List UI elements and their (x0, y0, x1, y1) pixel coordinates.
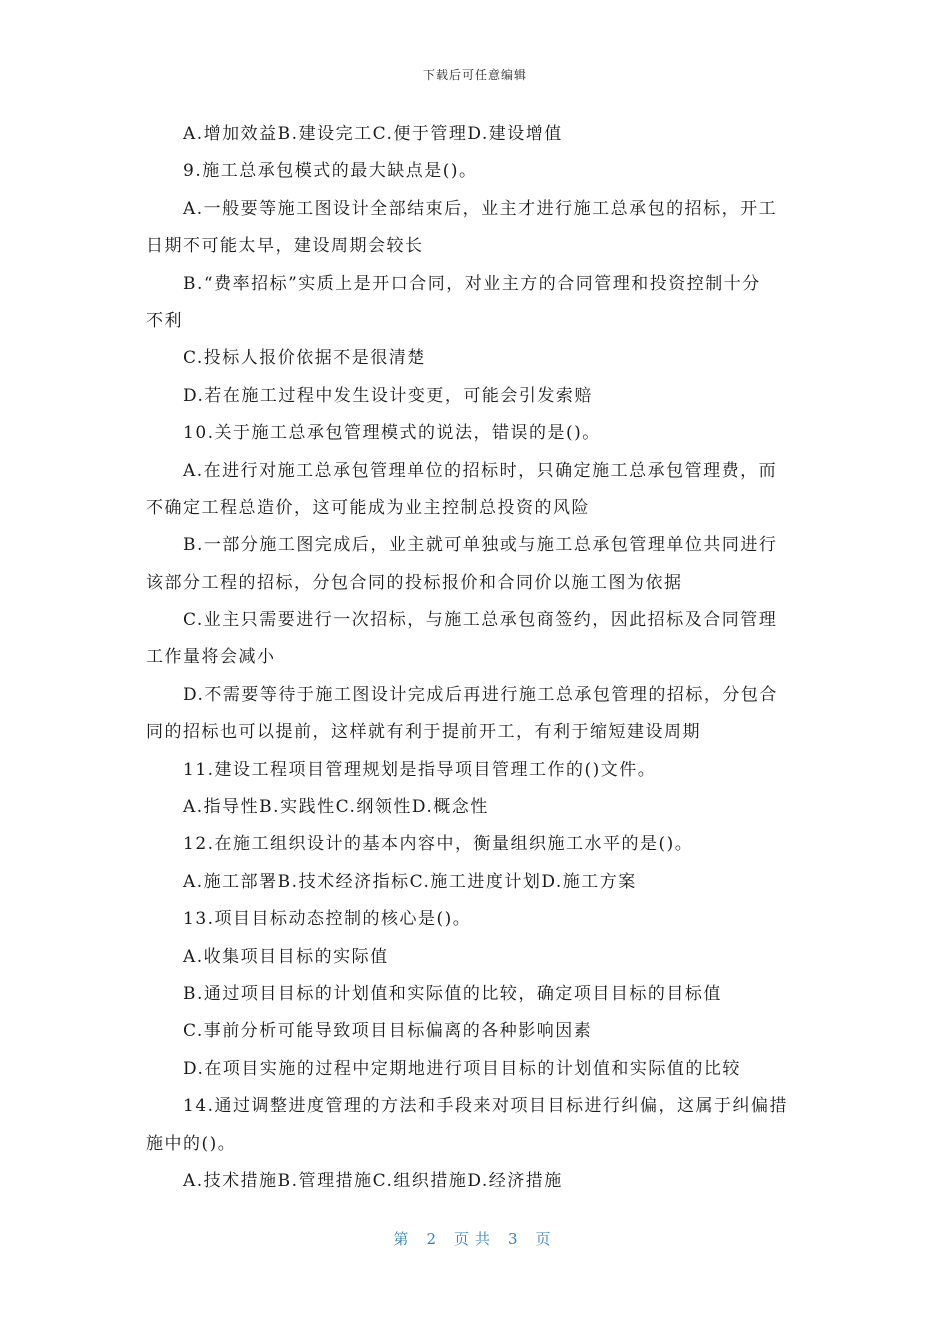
text-line: 施中的()。 (146, 1133, 237, 1154)
text-line: 工作量将会减小 (146, 647, 276, 668)
text-line: B.通过项目目标的计划值和实际值的比较，确定项目目标的目标值 (183, 983, 722, 1004)
text-line: 10.关于施工总承包管理模式的说法，错误的是()。 (183, 423, 601, 444)
text-line: A.一般要等施工图设计全部结束后，业主才进行施工总承包的招标，开工 (183, 198, 778, 219)
document-body (146, 116, 806, 1200)
text-line: D.在项目实施的过程中定期地进行项目目标的计划值和实际值的比较 (183, 1058, 741, 1079)
text-line: A.在进行对施工总承包管理单位的招标时，只确定施工总承包管理费，而 (183, 460, 778, 481)
current-page-number: 2 (426, 1230, 442, 1248)
footer-suffix: 页 (535, 1230, 557, 1248)
text-line: 日期不可能太早，建设周期会较长 (146, 236, 424, 257)
text-line: D.若在施工过程中发生设计变更，可能会引发索赔 (183, 385, 593, 406)
text-line: A.增加效益B.建设完工C.便于管理D.建设增值 (183, 124, 563, 144)
text-line: A.施工部署B.技术经济指标C.施工进度计划D.施工方案 (183, 871, 637, 892)
footer-middle: 页共 (453, 1230, 496, 1248)
text-line: A.指导性B.实践性C.纲领性D.概念性 (183, 797, 489, 818)
footer-prefix: 第 (393, 1230, 415, 1248)
text-line: 11.建设工程项目管理规划是指导项目管理工作的()文件。 (183, 759, 657, 780)
text-line: D.不需要等待于施工图设计完成后再进行施工总承包管理的招标，分包合 (183, 684, 778, 705)
text-line: A.技术措施B.管理措施C.组织措施D.经济措施 (183, 1170, 563, 1191)
text-line: 不利 (146, 310, 183, 331)
text-line: B.“费率招标”实质上是开口合同，对业主方的合同管理和投资控制十分 (183, 273, 761, 294)
text-line: 12.在施工组织设计的基本内容中，衡量组织施工水平的是()。 (183, 834, 694, 855)
text-line: 14.通过调整进度管理的方法和手段来对项目目标进行纠偏，这属于纠偏措 (183, 1096, 789, 1117)
text-line: 9.施工总承包模式的最大缺点是()。 (183, 161, 478, 182)
text-line: C.事前分析可能导致项目目标偏离的各种影响因素 (183, 1021, 593, 1042)
text-line: C.投标人报价依据不是很清楚 (183, 348, 426, 369)
text-line: B.一部分施工图完成后，业主就可单独或与施工总承包管理单位共同进行 (183, 535, 778, 556)
text-line: 同的招标也可以提前，这样就有利于提前开工，有利于缩短建设周期 (146, 722, 701, 743)
text-line: 该部分工程的招标，分包合同的投标报价和合同价以施工图为依据 (146, 572, 683, 593)
text-line: 不确定工程总造价，这可能成为业主控制总投资的风险 (146, 497, 590, 518)
text-line: A.收集项目目标的实际值 (183, 946, 389, 967)
total-pages-number: 3 (508, 1230, 524, 1248)
text-line: C.业主只需要进行一次招标，与施工总承包商签约，因此招标及合同管理 (183, 610, 778, 631)
page-header: 下载后可任意编辑 (422, 68, 527, 82)
text-line: 13.项目目标动态控制的核心是()。 (183, 909, 472, 930)
page-footer (0, 1228, 950, 1249)
